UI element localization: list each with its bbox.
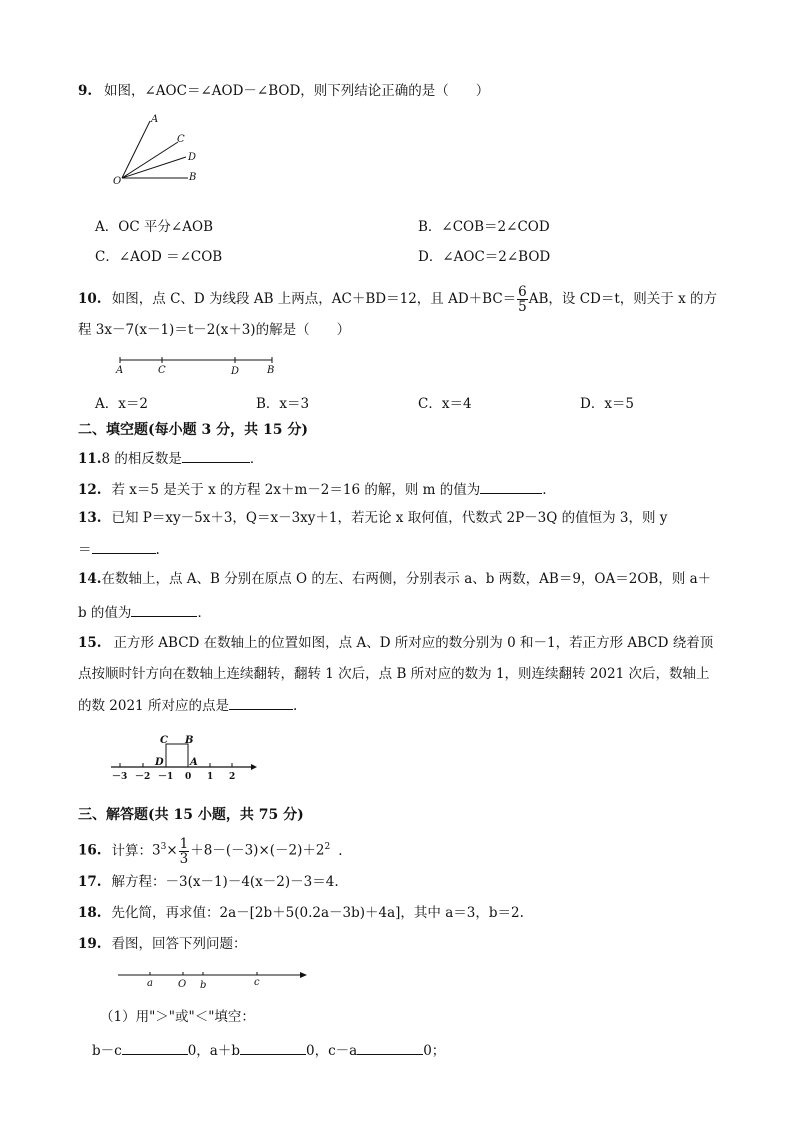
q17 <box>78 873 339 891</box>
q9-option-d: D．∠AOC＝2∠BOD <box>418 249 551 265</box>
q9-number: 9. <box>78 83 93 99</box>
q19-part-b-minus-c: b－c <box>92 1043 122 1059</box>
q14-number: 14. <box>78 571 102 587</box>
q13-text: 已知 P＝xy－5x＋3，Q＝x－3xy＋1，若无论 x 取何值，代数式 2P－3Q 的值恒为 3，则 y <box>111 510 668 526</box>
q10-stem-part2: AB，设 CD＝t，则关于 x 的方 <box>528 291 717 307</box>
q15-label-a: A <box>190 757 198 768</box>
q19-part-c-minus-a: 0，c－a <box>305 1043 358 1059</box>
q16-number: 16. <box>78 842 102 859</box>
q19-part-a-plus-b: 0，a＋b <box>187 1043 240 1059</box>
q16-fraction <box>179 837 190 866</box>
q9-option-c: C．∠AOD ＝∠COB <box>95 249 223 265</box>
q16-exponent2: 2 <box>324 842 331 852</box>
q9-label-c: C <box>177 134 185 145</box>
q17-text: 解方程：－3(x－1)－4(x－2)－3＝4. <box>111 874 339 890</box>
q10-label-b: B <box>267 365 275 376</box>
section3-heading: 三、解答题(共 15 小题，共 75 分) <box>78 807 304 823</box>
q12-text: 若 x＝5 是关于 x 的方程 2x＋m－2＝16 的解，则 m 的值为 <box>111 482 481 498</box>
q18 <box>78 904 524 922</box>
q10-line2: 程 3x－7(x－1)＝t－2(x＋3)的解是（ ） <box>78 322 351 338</box>
q11 <box>78 448 263 468</box>
q15-tick-neg2: －2 <box>135 772 151 782</box>
q15-text3: 的数 2021 所对应的点是 <box>78 698 229 714</box>
q15-number: 15. <box>78 635 102 651</box>
q13-blank <box>92 539 156 554</box>
q9-angle-figure <box>110 112 205 190</box>
q16-frac-den: 3 <box>179 850 189 867</box>
q16-tail: . <box>338 842 343 859</box>
q9-label-d: D <box>188 152 197 163</box>
q9-label-o: O <box>113 176 122 187</box>
q12-blank <box>480 479 542 494</box>
q15-label-c: C <box>160 735 168 746</box>
q9-stem: 如图，∠AOC＝∠AOD－∠BOD，则下列结论正确的是（ ） <box>104 83 490 99</box>
q19-label-a: a <box>147 978 153 989</box>
q19-number: 19. <box>78 936 102 952</box>
q14-blank <box>131 602 197 617</box>
q10-line1 <box>78 282 717 316</box>
q15-numberline-figure <box>105 730 260 782</box>
q16-expression: ＋8－(－3)×(－2)＋2 <box>190 842 325 859</box>
q19-label-b: b <box>200 980 207 991</box>
q18-number: 18. <box>78 905 102 921</box>
q16-frac-num: 1 <box>179 835 189 852</box>
q19-label-c: c <box>254 977 260 988</box>
q14-text: 在数轴上，点 A、B 分别在原点 O 的左、右两侧，分别表示 a、b 两数，AB＝9，OA＝2OB，则 a＋ <box>101 571 712 587</box>
q16-exponent: 3 <box>160 842 167 852</box>
q10-fraction <box>517 285 528 314</box>
q19-blank-1 <box>122 1040 188 1055</box>
q9-label-a: A <box>151 114 159 125</box>
q15-label-b: B <box>185 735 194 746</box>
q14-line2 <box>78 602 211 622</box>
section2-heading: 二、填空题(每小题 3 分，共 15 分) <box>78 422 308 438</box>
q10-number: 10. <box>78 291 102 307</box>
q15-tick-2: 2 <box>229 772 236 782</box>
q19-numberline-figure <box>112 965 312 991</box>
q11-number: 11. <box>78 451 102 467</box>
q13-line1 <box>78 509 667 527</box>
q19-label-o: O <box>178 979 187 990</box>
q10-stem-part1: 如图，点 C、D 为线段 AB 上两点，AC＋BD＝12，且 AD＋BC＝ <box>111 291 517 307</box>
q15-tail: . <box>292 698 298 714</box>
q13-line2 <box>78 539 160 559</box>
q17-number: 17. <box>78 874 102 890</box>
q12-tail: . <box>542 482 547 498</box>
q15-line2: 点按顺时针方向在数轴上连续翻转，翻转 1 次后，点 B 所对应的数为 1，则连续翻转 2021 次后，数轴上 <box>78 666 710 682</box>
q15-line3 <box>78 695 297 715</box>
q9-option-b: B．∠COB＝2∠COD <box>418 219 550 235</box>
q10-label-a: A <box>116 365 124 376</box>
q10-label-c: C <box>158 365 166 376</box>
q19-text: 看图，回答下列问题： <box>111 936 247 952</box>
q14-tail: ． <box>197 605 211 621</box>
q19-blank-3 <box>357 1040 423 1055</box>
q15-tick-neg1: －1 <box>158 772 174 782</box>
q19-answer-line <box>92 1040 445 1060</box>
q16-times: × <box>166 842 178 859</box>
q18-text: 先化简，再求值：2a－[2b＋5(0.2a－3b)＋4a]，其中 a＝3，b＝2. <box>111 905 524 921</box>
q10-option-d: D．x＝5 <box>580 396 635 412</box>
q11-blank <box>182 448 250 463</box>
q15-tick-1: 1 <box>207 772 214 782</box>
q15-tick-neg3: －3 <box>112 772 128 782</box>
q12 <box>78 479 547 499</box>
q10-segment-figure <box>110 352 280 376</box>
q14-text2: b 的值为 <box>78 605 132 621</box>
q12-number: 12. <box>78 482 102 498</box>
q15-tick-0: 0 <box>185 772 192 782</box>
q11-tail: ． <box>249 451 264 467</box>
q10-option-c: C．x＝4 <box>418 396 472 412</box>
q15-label-d: D <box>155 757 164 768</box>
q15-text1: 正方形 ABCD 在数轴上的位置如图，点 A、D 所对应的数分别为 0 和－1，若正方形 ABCD 绕着顶 <box>113 635 714 651</box>
q10-label-d: D <box>231 366 240 376</box>
q15-line1 <box>78 634 713 652</box>
q13-tail: . <box>155 542 160 558</box>
q16-label: 计算： <box>111 842 152 859</box>
q19-part-end: 0； <box>423 1043 446 1059</box>
q13-number: 13. <box>78 510 102 526</box>
q11-text: 8 的相反数是 <box>101 451 182 467</box>
q10-option-a: A．x＝2 <box>95 396 148 412</box>
q10-frac-den: 5 <box>518 299 527 315</box>
q9-option-a: A．OC 平分∠AOB <box>95 219 213 235</box>
q19 <box>78 935 247 953</box>
q16 <box>78 830 343 867</box>
q15-blank <box>229 695 293 710</box>
q10-option-b: B．x＝3 <box>256 396 310 412</box>
q19-sub1: （1）用"＞"或"＜"填空： <box>100 1009 255 1025</box>
q10-frac-num: 6 <box>518 284 527 300</box>
q14-line1 <box>78 570 711 588</box>
q13-equals: ＝ <box>78 542 92 558</box>
q16-base: 3 <box>152 842 161 859</box>
q9-label-b: B <box>189 172 197 183</box>
q19-blank-2 <box>240 1040 306 1055</box>
